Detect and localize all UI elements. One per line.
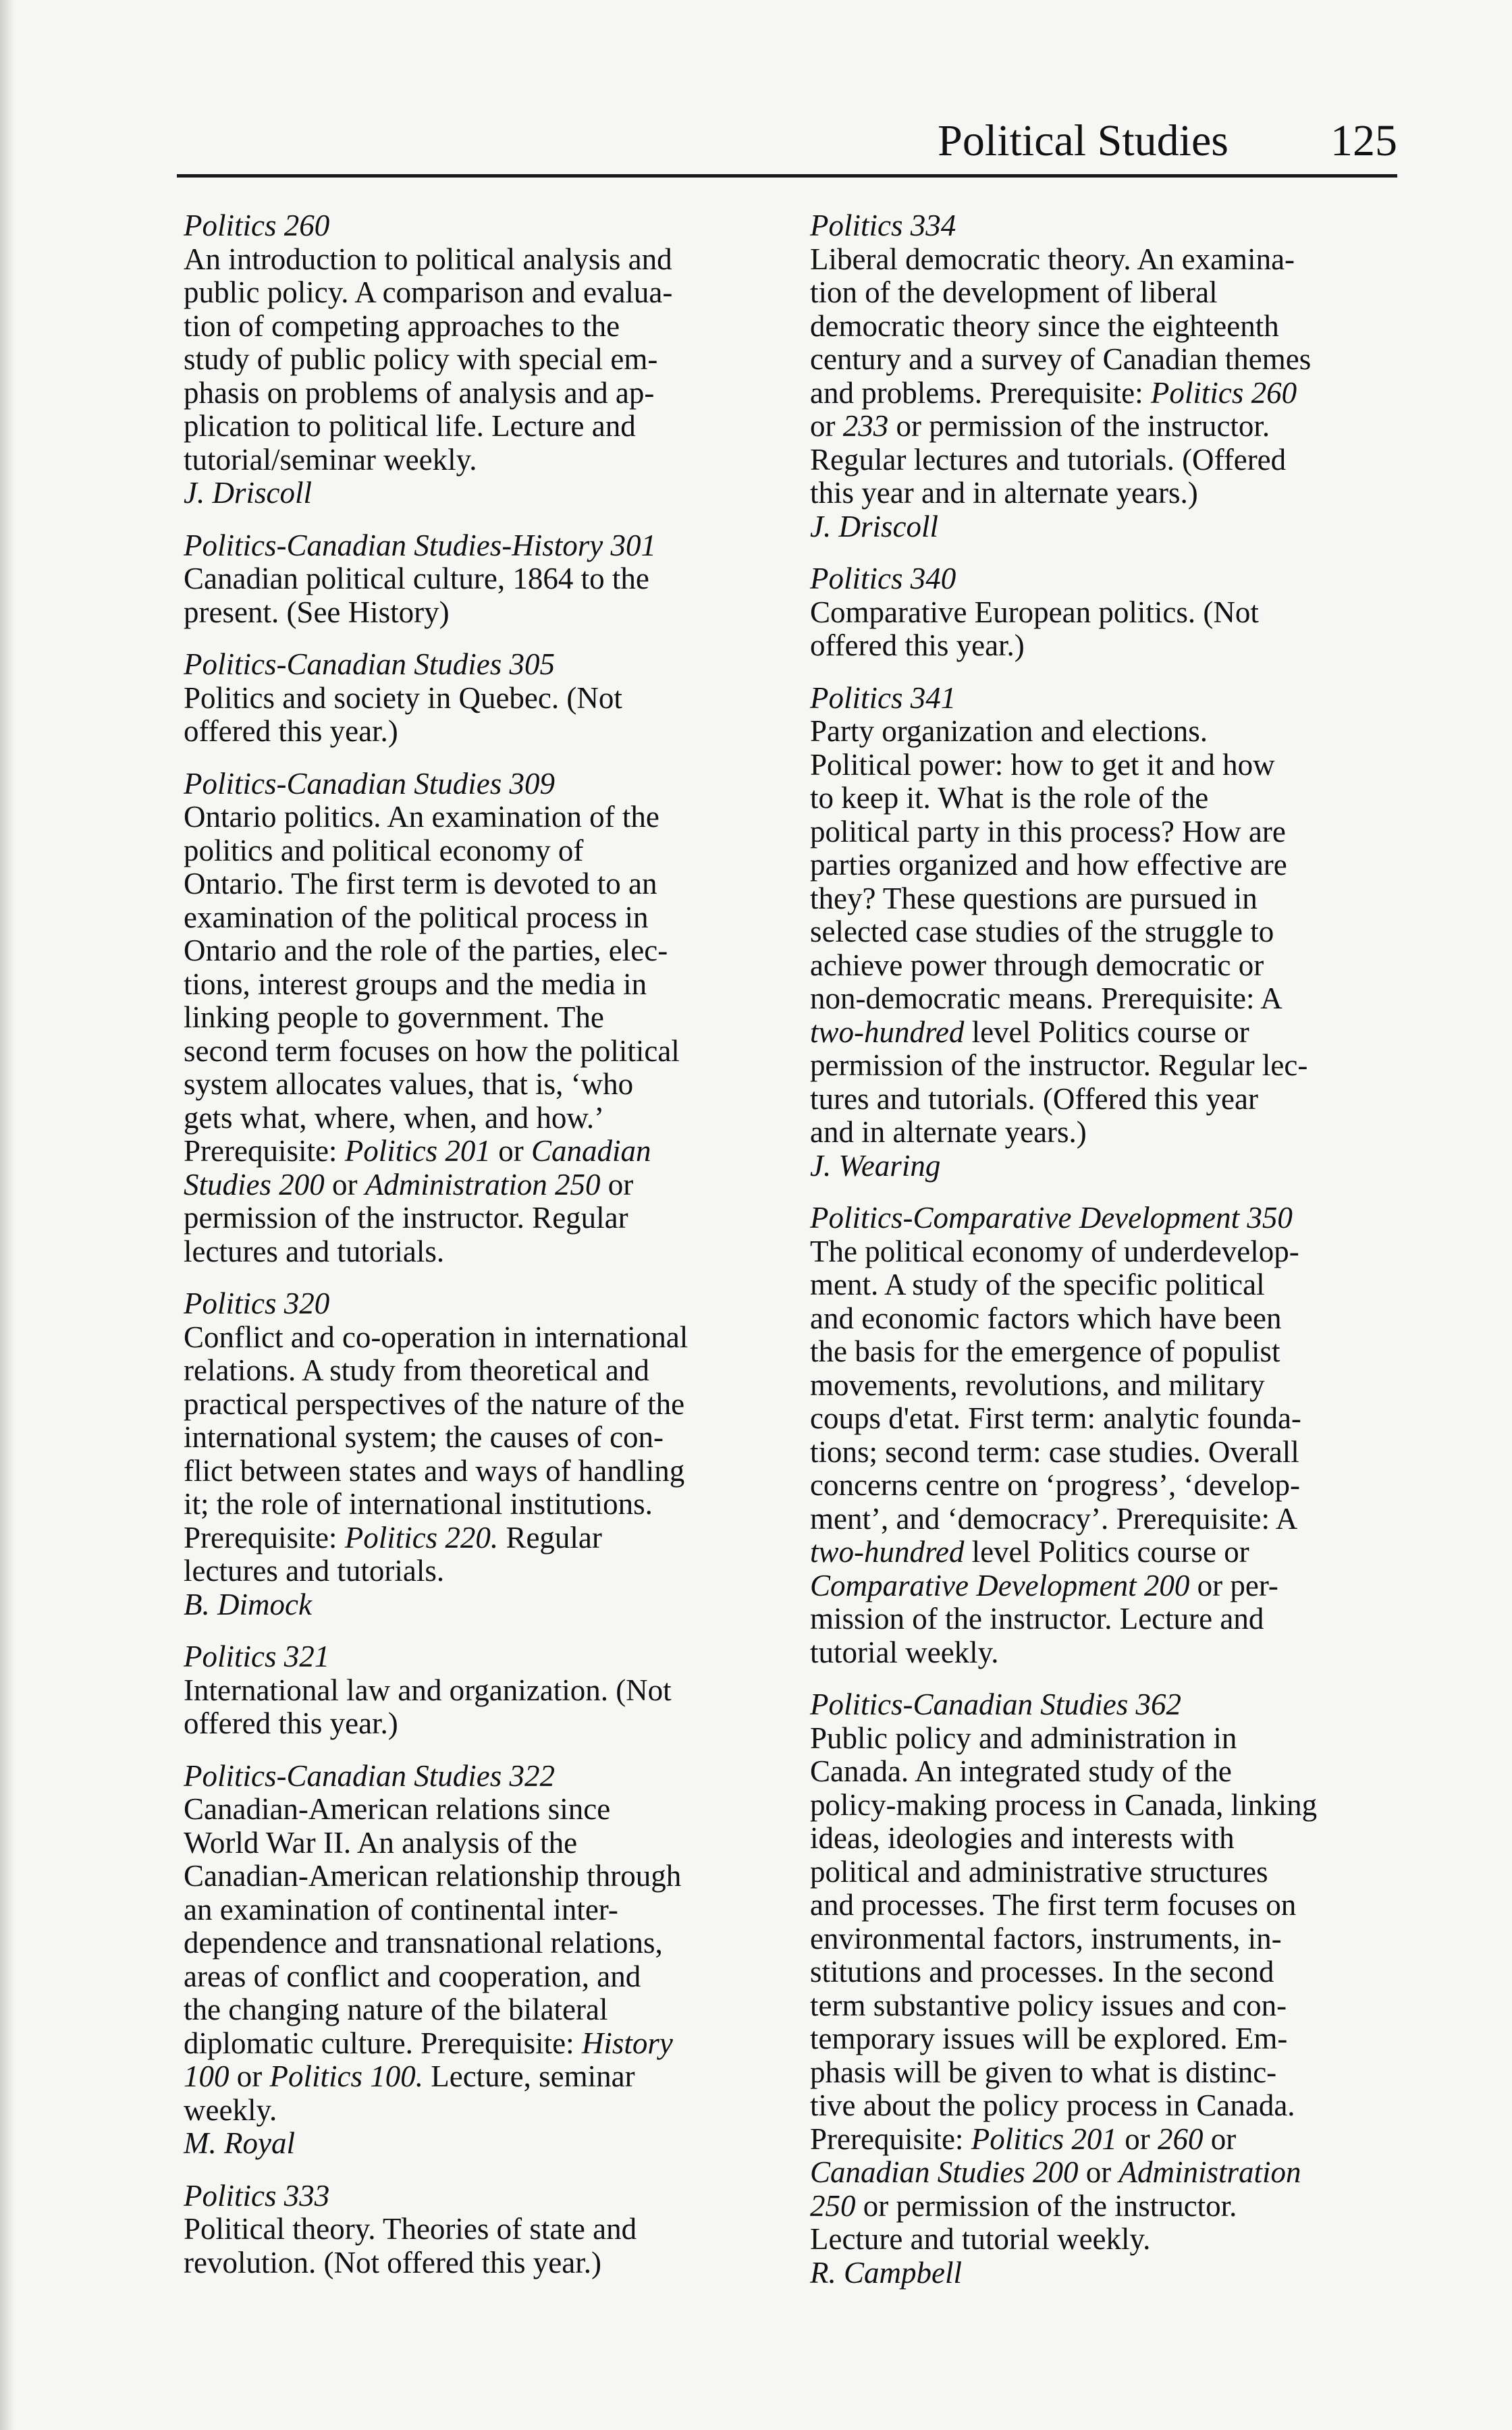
course-description-line: and in alternate years.) — [810, 1115, 1087, 1149]
course-description-line: it; the role of international institutions. — [184, 1487, 653, 1521]
course-description-line: concerns centre on ‘progress’, ‘develop- — [810, 1468, 1300, 1502]
course-entry — [810, 209, 1404, 543]
course-description-line: lectures and tutorials. — [184, 1554, 445, 1588]
course-description-line: Prerequisite: Politics 220. Regular — [184, 1520, 602, 1555]
course-description-line: and processes. The first term focuses on — [810, 1888, 1297, 1922]
course-description-line: ment. A study of the specific political — [810, 1268, 1265, 1301]
course-instructor: M. Royal — [184, 2126, 295, 2160]
course-description-line: two-hundred level Politics course or — [810, 1015, 1249, 1049]
course-description-line: Regular lectures and tutorials. (Offered — [810, 442, 1287, 477]
course-description-line: Liberal democratic theory. An examina- — [810, 242, 1295, 276]
course-description-line: Party organization and elections. — [810, 714, 1208, 748]
course-description-line: non-democratic means. Prerequisite: A — [810, 981, 1282, 1015]
course-description-line: movements, revolutions, and military — [810, 1368, 1265, 1402]
course-description-line: practical perspectives of the nature of the — [184, 1386, 685, 1421]
course-title: Politics-Canadian Studies 309 — [184, 766, 555, 801]
course-description-line: or 233 or permission of the instructor. — [810, 409, 1270, 443]
course-description-line: the basis for the emergence of populist — [810, 1334, 1280, 1368]
course-instructor: R. Campbell — [810, 2255, 962, 2290]
course-description-line: tures and tutorials. (Offered this year — [810, 1081, 1258, 1116]
course-description-line: dependence and transnational relations, — [184, 1926, 663, 1960]
course-description-line: tutorial weekly. — [810, 1635, 999, 1669]
course-description-line: coups d'etat. First term: analytic founda- — [810, 1401, 1301, 1435]
course-description-line: they? These questions are pursued in — [810, 881, 1258, 915]
course-description-line: revolution. (Not offered this year.) — [184, 2245, 601, 2279]
course-entry — [184, 1640, 778, 1741]
course-description-line: Political theory. Theories of state and — [184, 2212, 637, 2246]
course-description-line: plication to political life. Lecture and — [184, 409, 636, 443]
course-entry — [184, 767, 778, 1269]
course-description-line: study of public policy with special em- — [184, 342, 658, 376]
course-description-line: World War II. An analysis of the — [184, 1825, 578, 1860]
course-title: Politics-Canadian Studies-History 301 — [184, 528, 656, 562]
course-description-line: Lecture and tutorial weekly. — [810, 2222, 1151, 2256]
course-description-line: phasis on problems of analysis and ap- — [184, 375, 655, 410]
course-description-line: and economic factors which have been — [810, 1301, 1282, 1335]
course-description-line: Comparative Development 200 or per- — [810, 1568, 1278, 1602]
course-description-line: and problems. Prerequisite: Politics 260 — [810, 375, 1297, 410]
course-description-line: 250 or permission of the instructor. — [810, 2188, 1237, 2223]
course-description-line: tion of the development of liberal — [810, 275, 1218, 309]
course-title: Politics 341 — [810, 680, 956, 715]
course-entry — [810, 682, 1404, 1183]
course-description-line: political and administrative structures — [810, 1854, 1268, 1889]
course-entry — [184, 648, 778, 749]
course-entry — [184, 1760, 778, 2161]
course-description-line: an examination of continental inter- — [184, 1892, 618, 1926]
course-description-line: lectures and tutorials. — [184, 1234, 445, 1268]
course-description-line: examination of the political process in — [184, 900, 649, 934]
course-title: Politics 320 — [184, 1287, 330, 1320]
course-description-line: Canadian-American relationship through — [184, 1859, 682, 1893]
course-description-line: Comparative European politics. (Not — [810, 595, 1259, 629]
course-entry — [810, 562, 1404, 663]
course-entry — [184, 1287, 778, 1621]
course-description-line: two-hundred level Politics course or — [810, 1535, 1249, 1569]
course-description-line: relations. A study from theoretical and — [184, 1353, 649, 1387]
running-header — [182, 108, 1397, 170]
course-description-line: the changing nature of the bilateral — [184, 1993, 608, 2026]
course-description-line: selected case studies of the struggle to — [810, 915, 1274, 948]
course-description-line: An introduction to political analysis and — [184, 242, 672, 276]
course-title: Politics-Comparative Development 350 — [810, 1201, 1293, 1235]
course-instructor: J. Driscoll — [184, 476, 312, 510]
course-description-line: Canadian political culture, 1864 to the — [184, 562, 649, 595]
page-number: 125 — [1330, 116, 1397, 165]
course-description-line: flict between states and ways of handling — [184, 1453, 685, 1488]
course-description-line: offered this year.) — [184, 714, 398, 748]
course-description-line: century and a survey of Canadian themes — [810, 342, 1312, 376]
course-description-line: tive about the policy process in Canada. — [810, 2088, 1295, 2122]
course-description-line: Ontario politics. An examination of the — [184, 800, 659, 834]
course-description-line: tions; second term: case studies. Overall — [810, 1434, 1299, 1469]
course-description-line: phasis will be given to what is distinc- — [810, 2055, 1277, 2089]
course-description-line: system allocates values, that is, ‘who — [184, 1067, 634, 1101]
course-description-line: policy-making process in Canada, linking — [810, 1787, 1318, 1822]
course-entry — [810, 1202, 1404, 1669]
course-title: Politics 333 — [184, 2178, 330, 2213]
course-description-line: gets what, where, when, and how.’ — [184, 1100, 605, 1135]
course-description-line: weekly. — [184, 2092, 277, 2127]
course-description-line: Canadian Studies 200 or Administration — [810, 2155, 1301, 2189]
course-description-line: politics and political economy of — [184, 833, 584, 867]
course-description-line: Conflict and co-operation in international — [184, 1320, 688, 1354]
course-description-line: permission of the instructor. Regular lec- — [810, 1048, 1308, 1082]
course-description-line: The political economy of underdevelop- — [810, 1234, 1299, 1268]
course-description-line: ideas, ideologies and interests with — [810, 1821, 1235, 1855]
course-description-line: Political power: how to get it and how — [810, 747, 1275, 782]
course-entry — [810, 1688, 1404, 2290]
course-description-line: ment’, and ‘democracy’. Prerequisite: A — [810, 1501, 1298, 1536]
course-description-line: stitutions and processes. In the second — [810, 1955, 1274, 1989]
header-rule — [177, 174, 1397, 178]
course-entry — [184, 209, 778, 510]
course-description-line: parties organized and how effective are — [810, 848, 1287, 882]
course-description-line: tions, interest groups and the media in — [184, 967, 647, 1001]
course-description-line: Canada. An integrated study of the — [810, 1754, 1232, 1788]
course-description-line: present. (See History) — [184, 595, 450, 629]
course-instructor: B. Dimock — [184, 1587, 312, 1621]
course-description-line: this year and in alternate years.) — [810, 476, 1198, 510]
course-description-line: Canadian-American relations since — [184, 1792, 611, 1826]
course-description-line: offered this year.) — [184, 1706, 398, 1740]
course-description-line: tion of competing approaches to the — [184, 308, 620, 343]
course-description-line: Studies 200 or Administration 250 or — [184, 1167, 634, 1202]
course-description-line: achieve power through democratic or — [810, 948, 1264, 982]
course-description-line: Prerequisite: Politics 201 or 260 or — [810, 2122, 1237, 2156]
course-description-line: 100 or Politics 100. Lecture, seminar — [184, 2059, 635, 2093]
course-description-line: democratic theory since the eighteenth — [810, 308, 1279, 343]
course-entry — [184, 529, 778, 630]
page-binding-edge — [0, 0, 15, 2430]
course-description-line: Public policy and administration in — [810, 1721, 1237, 1755]
course-title: Politics 334 — [810, 209, 956, 242]
course-title: Politics 321 — [184, 1640, 330, 1673]
left-column — [184, 209, 778, 2298]
right-column — [810, 209, 1404, 2308]
section-title: Political Studies — [938, 116, 1228, 165]
course-title: Politics 260 — [184, 209, 330, 242]
course-description-line: second term focuses on how the political — [184, 1033, 680, 1068]
course-instructor: J. Wearing — [810, 1148, 941, 1183]
course-description-line: linking people to government. The — [184, 1000, 604, 1034]
course-description-line: temporary issues will be explored. Em- — [810, 2022, 1288, 2055]
course-entry — [184, 2180, 778, 2280]
course-description-line: permission of the instructor. Regular — [184, 1201, 628, 1235]
course-title: Politics 340 — [810, 562, 956, 595]
course-description-line: offered this year.) — [810, 628, 1025, 662]
course-description-line: public policy. A comparison and evalua- — [184, 275, 673, 309]
course-description-line: international system; the causes of con- — [184, 1420, 664, 1454]
course-description-line: Politics and society in Quebec. (Not — [184, 680, 622, 715]
course-title: Politics-Canadian Studies 322 — [184, 1758, 555, 1793]
course-description-line: tutorial/seminar weekly. — [184, 442, 477, 477]
course-description-line: diplomatic culture. Prerequisite: History — [184, 2026, 673, 2060]
course-description-line: mission of the instructor. Lecture and — [810, 1602, 1264, 1636]
course-instructor: J. Driscoll — [810, 509, 938, 543]
course-title: Politics-Canadian Studies 305 — [184, 647, 555, 681]
course-title: Politics-Canadian Studies 362 — [810, 1688, 1181, 1721]
course-description-line: term substantive policy issues and con- — [810, 1988, 1287, 2022]
course-description-line: to keep it. What is the role of the — [810, 781, 1209, 815]
course-description-line: International law and organization. (Not — [184, 1673, 672, 1707]
course-description-line: environmental factors, instruments, in- — [810, 1921, 1282, 1955]
course-description-line: Ontario. The first term is devoted to an — [184, 867, 657, 900]
course-description-line: Prerequisite: Politics 201 or Canadian — [184, 1134, 651, 1168]
course-description-line: areas of conflict and cooperation, and — [184, 1959, 641, 1993]
course-description-line: political party in this process? How are — [810, 814, 1286, 848]
course-description-line: Ontario and the role of the parties, elec- — [184, 934, 668, 967]
